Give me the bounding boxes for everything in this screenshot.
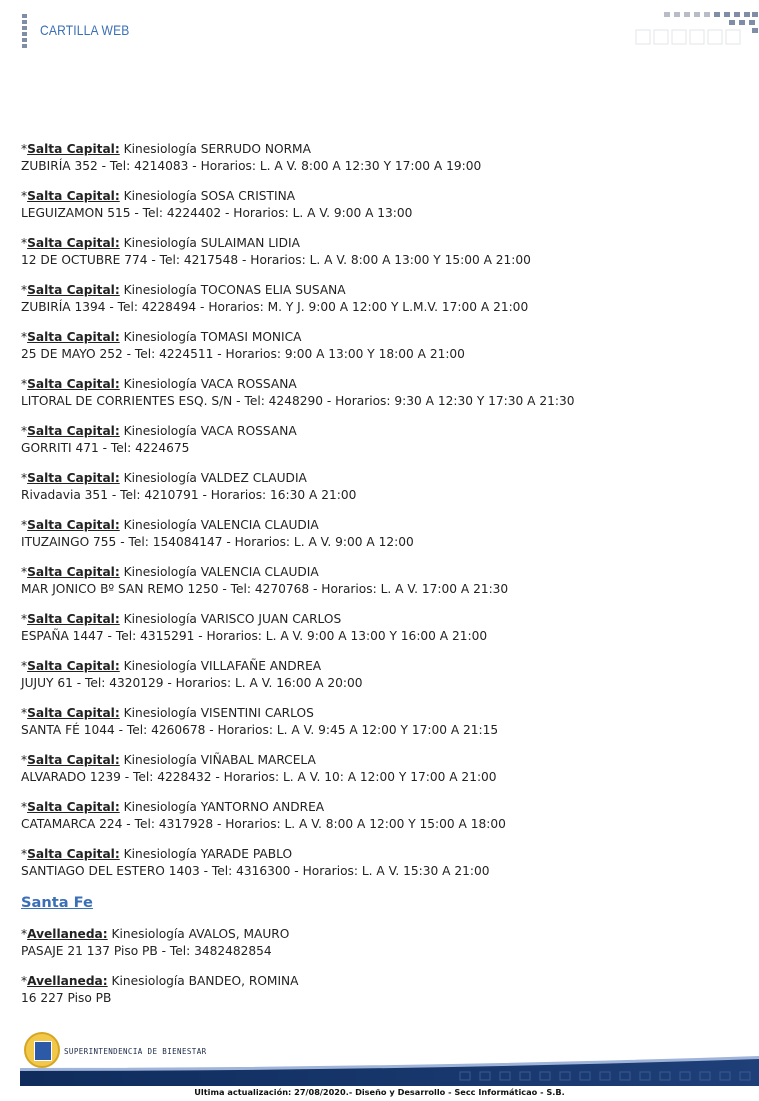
- provider-name: Kinesiología AVALOS, MAURO: [111, 927, 290, 941]
- provider-name: Kinesiología VIÑABAL MARCELA: [123, 753, 316, 767]
- provider-detail: LEGUIZAMON 515 - Tel: 4224402 - Horarios: L. A V. 9:00 A 13:00: [21, 206, 413, 220]
- city-link[interactable]: Salta Capital:: [27, 565, 120, 579]
- provider-name: Kinesiología YANTORNO ANDREA: [123, 800, 325, 814]
- provider-detail: 25 DE MAYO 252 - Tel: 4224511 - Horarios: 9:00 A 13:00 Y 18:00 A 21:00: [21, 347, 465, 361]
- city-link[interactable]: Salta Capital:: [27, 377, 120, 391]
- provider-detail: ZUBIRÍA 1394 - Tel: 4228494 - Horarios: M. Y J. 9:00 A 12:00 Y L.M.V. 17:00 A 21:00: [21, 300, 529, 314]
- app-title: CARTILLA WEB: [40, 22, 130, 38]
- list-item: *Salta Capital: Kinesiología SOSA CRISTINA LEGUIZAMON 515 - Tel: 4224402 - Horarios: L. A V. 9:00 A 13:00: [21, 188, 741, 222]
- provider-name: Kinesiología YARADE PABLO: [123, 847, 293, 861]
- city-link[interactable]: Salta Capital:: [27, 706, 120, 720]
- provider-name: Kinesiología SULAIMAN LIDIA: [123, 236, 300, 250]
- city-link[interactable]: Salta Capital:: [27, 800, 120, 814]
- list-item: *Salta Capital: Kinesiología VACA ROSSANA LITORAL DE CORRIENTES ESQ. S/N - Tel: 4248290 - Horarios: 9:30 A 12:30 Y 17:30 A 21:30: [21, 376, 741, 410]
- city-link[interactable]: Salta Capital:: [27, 189, 120, 203]
- city-link[interactable]: Salta Capital:: [27, 753, 120, 767]
- city-link[interactable]: Salta Capital:: [27, 612, 120, 626]
- provider-detail: PASAJE 21 137 Piso PB - Tel: 3482482854: [21, 944, 272, 958]
- provider-detail: 16 227 Piso PB: [21, 991, 112, 1005]
- provider-detail: ESPAÑA 1447 - Tel: 4315291 - Horarios: L. A V. 9:00 A 13:00 Y 16:00 A 21:00: [21, 629, 488, 643]
- provider-name: Kinesiología VACA ROSSANA: [123, 377, 297, 391]
- city-link[interactable]: Salta Capital:: [27, 330, 120, 344]
- list-item: *Avellaneda: Kinesiología BANDEO, ROMINA 16 227 Piso PB: [21, 973, 741, 1007]
- provider-name: Kinesiología SOSA CRISTINA: [123, 189, 296, 203]
- section-title-santa-fe[interactable]: Santa Fe: [21, 894, 93, 911]
- list-item: *Salta Capital: Kinesiología VACA ROSSANA GORRITI 471 - Tel: 4224675: [21, 423, 741, 457]
- provider-name: Kinesiología VISENTINI CARLOS: [123, 706, 314, 720]
- city-link[interactable]: Avellaneda:: [27, 974, 108, 988]
- city-link[interactable]: Salta Capital:: [27, 518, 120, 532]
- provider-detail: JUJUY 61 - Tel: 4320129 - Horarios: L. A V. 16:00 A 20:00: [21, 676, 363, 690]
- provider-name: Kinesiología VARISCO JUAN CARLOS: [123, 612, 342, 626]
- provider-name: Kinesiología VALENCIA CLAUDIA: [123, 565, 319, 579]
- city-link[interactable]: Avellaneda:: [27, 927, 108, 941]
- provider-detail: 12 DE OCTUBRE 774 - Tel: 4217548 - Horarios: L. A V. 8:00 A 13:00 Y 15:00 A 21:00: [21, 253, 531, 267]
- city-link[interactable]: Salta Capital:: [27, 471, 120, 485]
- list-item: *Salta Capital: Kinesiología VISENTINI CARLOS SANTA FÉ 1044 - Tel: 4260678 - Horarios: L. A V. 9:45 A 12:00 Y 17:00 A 21:15: [21, 705, 741, 739]
- provider-name: Kinesiología VACA ROSSANA: [123, 424, 297, 438]
- list-item: *Salta Capital: Kinesiología VALENCIA CLAUDIA MAR JONICO Bº SAN REMO 1250 - Tel: 4270768 - Horarios: L. A V. 17:00 A 21:30: [21, 564, 741, 598]
- provider-detail: SANTIAGO DEL ESTERO 1403 - Tel: 4316300 - Horarios: L. A V. 15:30 A 21:00: [21, 864, 490, 878]
- list-item: *Salta Capital: Kinesiología VIÑABAL MARCELA ALVARADO 1239 - Tel: 4228432 - Horarios: L. A V. 10: A 12:00 Y 17:00 A 21:00: [21, 752, 741, 786]
- list-item: *Salta Capital: Kinesiología VALENCIA CLAUDIA ITUZAINGO 755 - Tel: 154084147 - Horarios: L. A V. 9:00 A 12:00: [21, 517, 741, 551]
- provider-detail: CATAMARCA 224 - Tel: 4317928 - Horarios: L. A V. 8:00 A 12:00 Y 15:00 A 18:00: [21, 817, 506, 831]
- provider-detail: Rivadavia 351 - Tel: 4210791 - Horarios: 16:30 A 21:00: [21, 488, 357, 502]
- decorative-squares-icon: [634, 10, 759, 48]
- last-updated: Ultima actualización: 27/08/2020.- Diseño y Desarrollo - Secc Informáticao - S.B.: [194, 1087, 565, 1097]
- list-item: *Salta Capital: Kinesiología TOCONAS ELIA SUSANA ZUBIRÍA 1394 - Tel: 4228494 - Horarios: M. Y J. 9:00 A 12:00 Y L.M.V. 17:00 A 21:00: [21, 282, 741, 316]
- provider-detail: MAR JONICO Bº SAN REMO 1250 - Tel: 4270768 - Horarios: L. A V. 17:00 A 21:30: [21, 582, 509, 596]
- list-item: *Salta Capital: Kinesiología SERRUDO NORMA ZUBIRÍA 352 - Tel: 4214083 - Horarios: L. A V. 8:00 A 12:30 Y 17:00 A 19:00: [21, 141, 741, 175]
- city-link[interactable]: Salta Capital:: [27, 142, 120, 156]
- list-item: *Salta Capital: Kinesiología SULAIMAN LIDIA 12 DE OCTUBRE 774 - Tel: 4217548 - Horarios: L. A V. 8:00 A 13:00 Y 15:00 A 21:00: [21, 235, 741, 269]
- provider-detail: SANTA FÉ 1044 - Tel: 4260678 - Horarios: L. A V. 9:45 A 12:00 Y 17:00 A 21:15: [21, 723, 499, 737]
- list-item: *Salta Capital: Kinesiología TOMASI MONICA 25 DE MAYO 252 - Tel: 4224511 - Horarios: 9:00 A 13:00 Y 18:00 A 21:00: [21, 329, 741, 363]
- list-item: *Salta Capital: Kinesiología VARISCO JUAN CARLOS ESPAÑA 1447 - Tel: 4315291 - Horarios: L. A V. 9:00 A 13:00 Y 16:00 A 21:00: [21, 611, 741, 645]
- provider-detail: LITORAL DE CORRIENTES ESQ. S/N - Tel: 4248290 - Horarios: 9:30 A 12:30 Y 17:30 A 21:30: [21, 394, 575, 408]
- provider-detail: GORRITI 471 - Tel: 4224675: [21, 441, 190, 455]
- list-item: *Avellaneda: Kinesiología AVALOS, MAURO PASAJE 21 137 Piso PB - Tel: 3482482854: [21, 926, 741, 960]
- city-link[interactable]: Salta Capital:: [27, 659, 120, 673]
- org-name: SUPERINTENDENCIA DE BIENESTAR: [64, 1047, 207, 1056]
- city-link[interactable]: Salta Capital:: [27, 424, 120, 438]
- page-header: [0, 0, 759, 60]
- provider-name: Kinesiología BANDEO, ROMINA: [111, 974, 299, 988]
- provider-list: [21, 141, 741, 1020]
- provider-name: Kinesiología SERRUDO NORMA: [123, 142, 311, 156]
- provider-name: Kinesiología VILLAFAÑE ANDREA: [123, 659, 322, 673]
- city-link[interactable]: Salta Capital:: [27, 847, 120, 861]
- page-footer: [0, 1028, 759, 1101]
- provider-detail: ALVARADO 1239 - Tel: 4228432 - Horarios: L. A V. 10: A 12:00 Y 17:00 A 21:00: [21, 770, 497, 784]
- provider-name: Kinesiología TOMASI MONICA: [123, 330, 302, 344]
- city-link[interactable]: Salta Capital:: [27, 236, 120, 250]
- footer-band: [20, 1056, 759, 1086]
- list-item: *Salta Capital: Kinesiología VILLAFAÑE ANDREA JUJUY 61 - Tel: 4320129 - Horarios: L. A V. 16:00 A 20:00: [21, 658, 741, 692]
- brand-bar-icon: [22, 14, 27, 48]
- provider-detail: ITUZAINGO 755 - Tel: 154084147 - Horarios: L. A V. 9:00 A 12:00: [21, 535, 414, 549]
- list-item: *Salta Capital: Kinesiología YANTORNO ANDREA CATAMARCA 224 - Tel: 4317928 - Horarios: L. A V. 8:00 A 12:00 Y 15:00 A 18:00: [21, 799, 741, 833]
- provider-name: Kinesiología VALENCIA CLAUDIA: [123, 518, 319, 532]
- provider-detail: ZUBIRÍA 352 - Tel: 4214083 - Horarios: L. A V. 8:00 A 12:30 Y 17:00 A 19:00: [21, 159, 482, 173]
- provider-name: Kinesiología TOCONAS ELIA SUSANA: [123, 283, 346, 297]
- list-item: *Salta Capital: Kinesiología VALDEZ CLAUDIA Rivadavia 351 - Tel: 4210791 - Horarios: 16:30 A 21:00: [21, 470, 741, 504]
- list-item: *Salta Capital: Kinesiología YARADE PABLO SANTIAGO DEL ESTERO 1403 - Tel: 4316300 - Horarios: L. A V. 15:30 A 21:00: [21, 846, 741, 880]
- city-link[interactable]: Salta Capital:: [27, 283, 120, 297]
- provider-name: Kinesiología VALDEZ CLAUDIA: [123, 471, 307, 485]
